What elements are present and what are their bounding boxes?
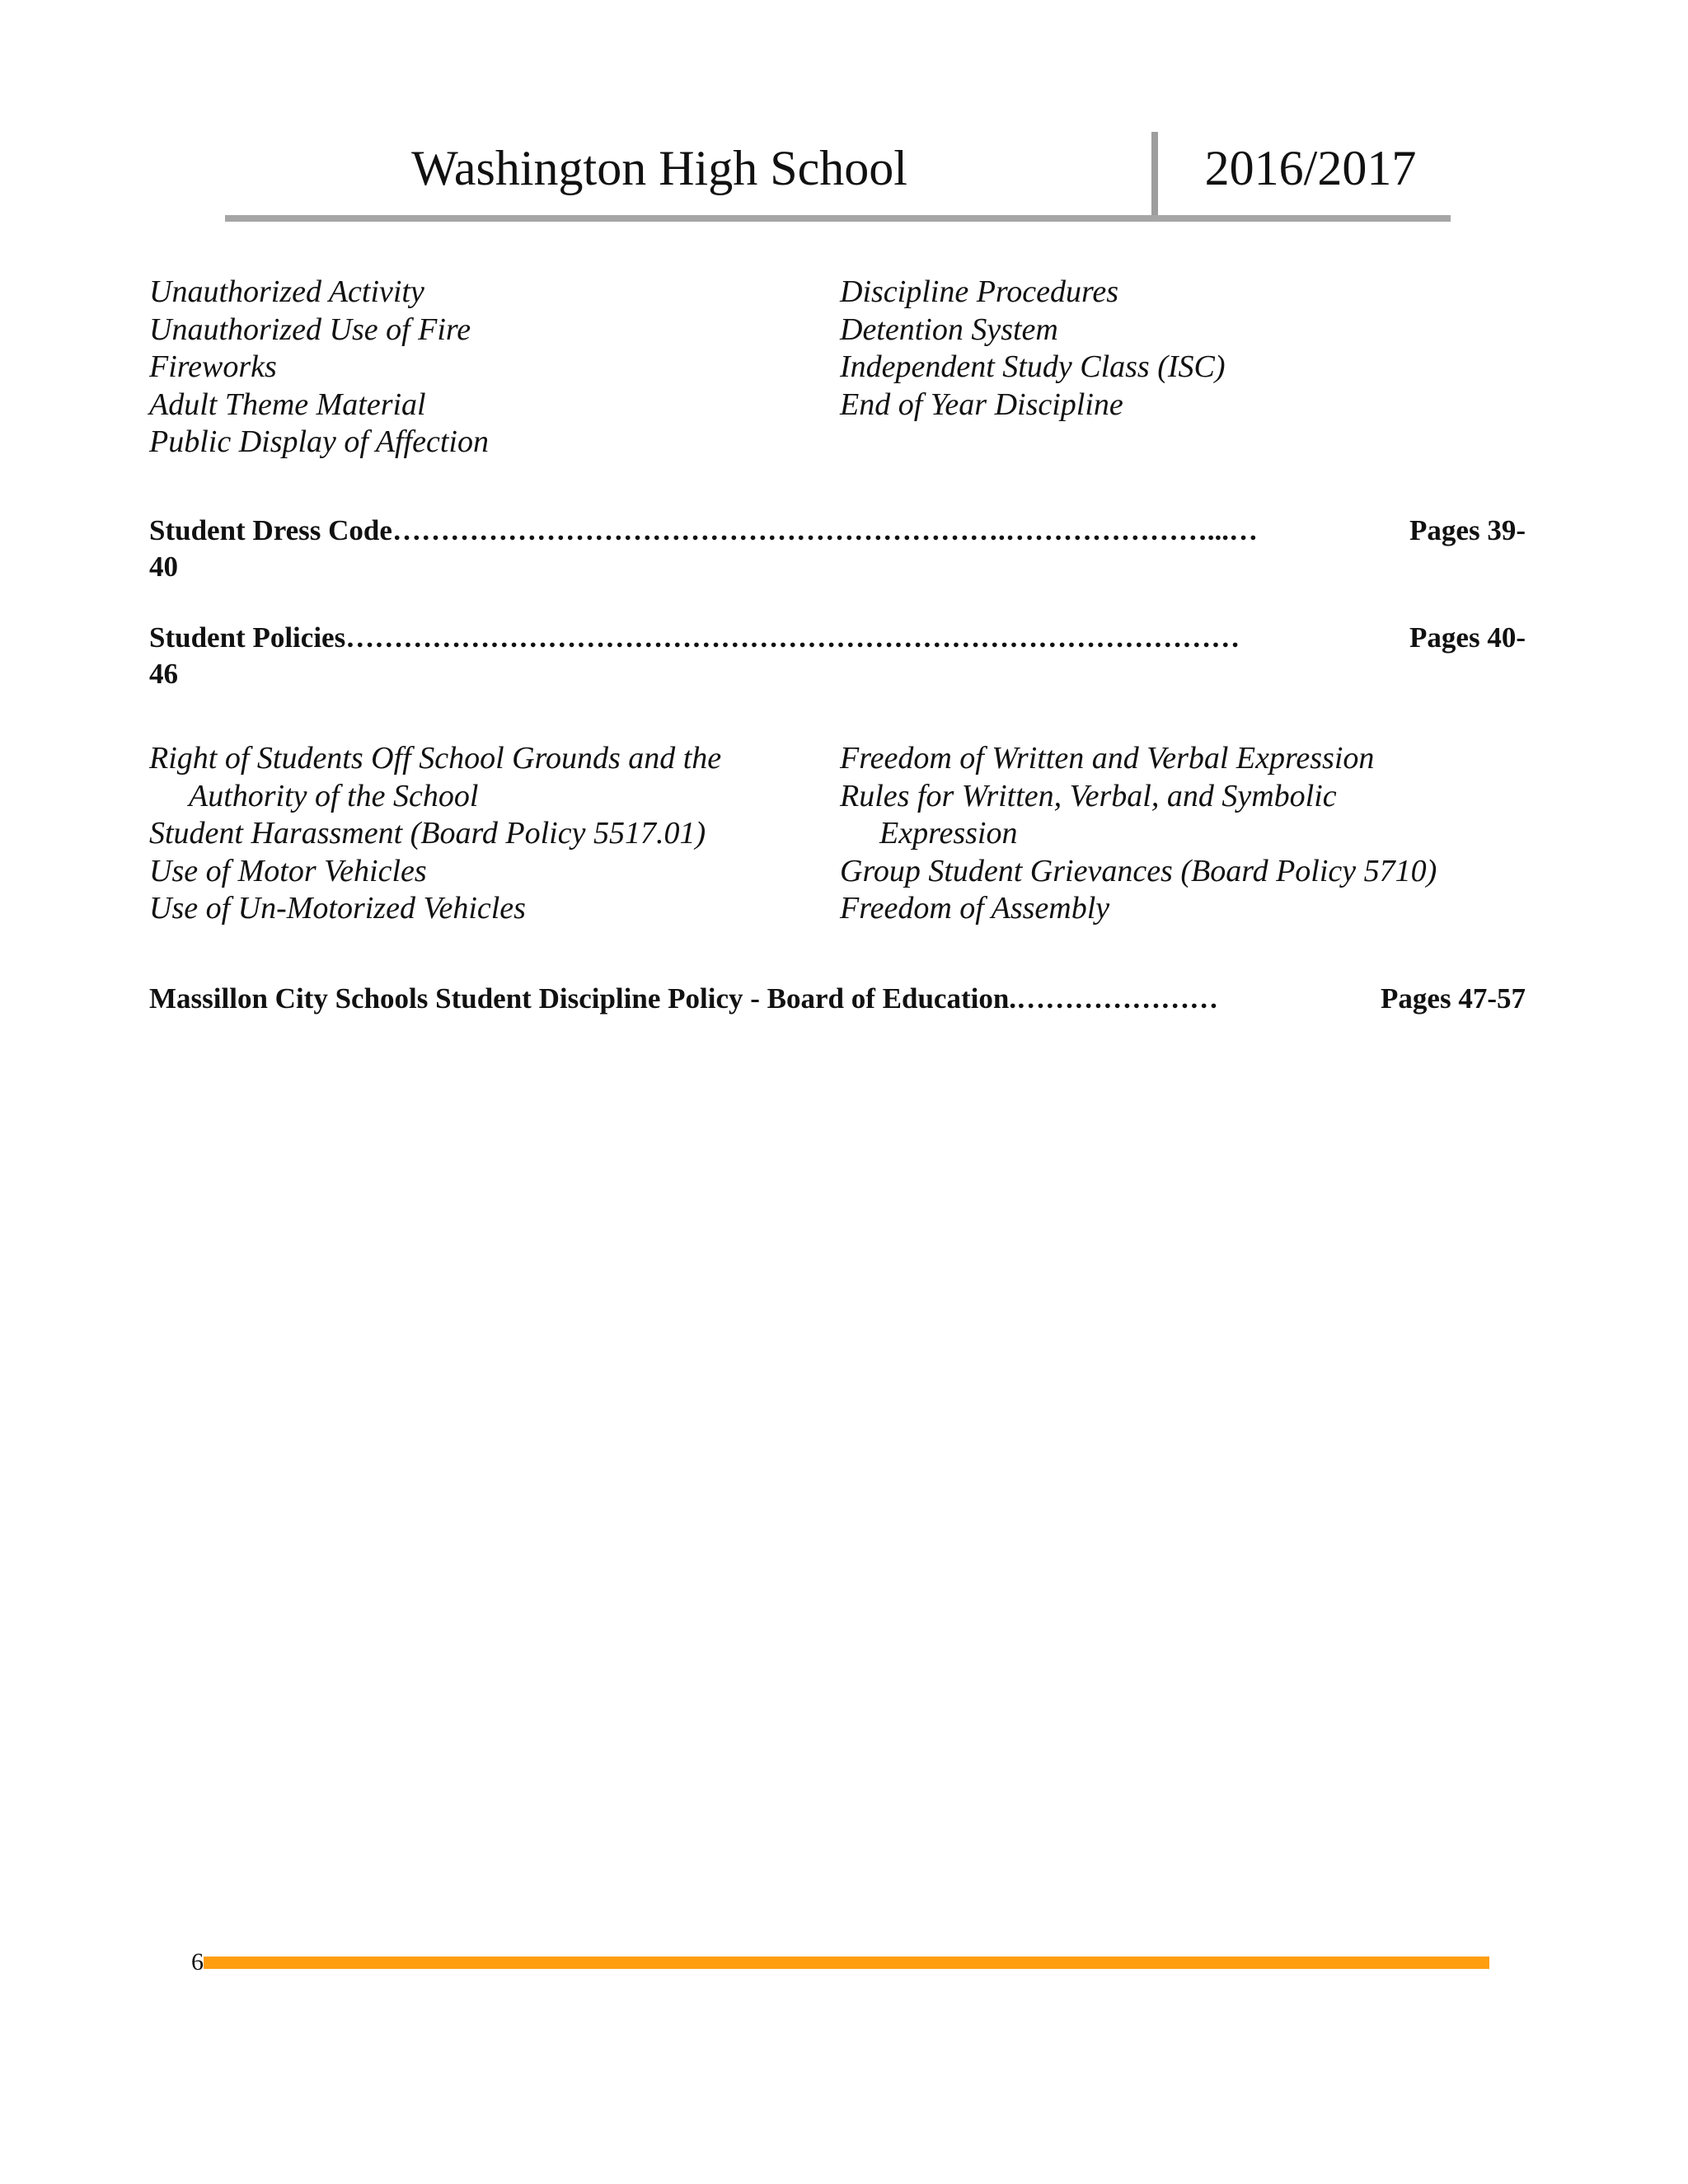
topic-item: Freedom of Assembly xyxy=(840,891,1110,926)
document-title: Washington High School xyxy=(411,141,907,195)
topic-list-right xyxy=(840,274,1226,424)
topic-item: Discipline Procedures xyxy=(840,274,1119,309)
topic-item: Unauthorized Use of Fire xyxy=(149,312,471,347)
topic-item: Fireworks xyxy=(149,349,277,384)
topic-item: Rules for Written, Verbal, and Symbolic xyxy=(840,778,1337,813)
topic-item: Use of Motor Vehicles xyxy=(149,853,427,888)
toc-pages-continued: 46 xyxy=(149,658,178,690)
topic-item: Right of Students Off School Grounds and the xyxy=(149,741,722,776)
toc-entry-dress-code[interactable] xyxy=(149,513,1526,585)
school-year: 2016/2017 xyxy=(1204,141,1417,195)
topic-item: Group Student Grievances (Board Policy 5710) xyxy=(840,853,1437,888)
topic-item: Independent Study Class (ISC) xyxy=(840,349,1226,384)
toc-pages-continued: 40 xyxy=(149,551,178,583)
topic-item-continued: Expression xyxy=(879,816,1018,851)
toc-label: Student Policies xyxy=(149,621,346,654)
toc-pages: Pages 40- xyxy=(1409,621,1526,654)
topic-item: Use of Un-Motorized Vehicles xyxy=(149,891,526,926)
policy-list-right xyxy=(840,740,1437,928)
toc-label: Massillon City Schools Student Discipline Policy - Board of Education. xyxy=(149,982,1017,1015)
topic-item: Detention System xyxy=(840,312,1058,347)
toc-entry-discipline-policy[interactable] xyxy=(149,981,1526,1017)
topic-item: Unauthorized Activity xyxy=(149,274,424,309)
topic-item: Freedom of Written and Verbal Expression xyxy=(840,741,1375,776)
toc-pages: Pages 39- xyxy=(1409,514,1526,546)
toc-label: Student Dress Code xyxy=(149,514,392,546)
toc-leader-dots: ………………… xyxy=(1016,982,1219,1015)
topic-item: Adult Theme Material xyxy=(149,387,426,422)
header-rule xyxy=(225,215,1451,222)
toc-leader-dots: ……………………………………………………….…………………...… xyxy=(392,514,1258,546)
topic-list-left xyxy=(149,274,489,462)
toc-entry-student-policies[interactable] xyxy=(149,620,1526,692)
footer-bar xyxy=(204,1957,1489,1969)
toc-leader-dots: ………………………………………………………………………………… xyxy=(345,621,1240,654)
topic-item: End of Year Discipline xyxy=(840,387,1123,422)
topic-item: Student Harassment (Board Policy 5517.01) xyxy=(149,816,706,851)
topic-item: Public Display of Affection xyxy=(149,424,489,459)
topic-item-continued: Authority of the School xyxy=(189,778,479,813)
policy-list-left xyxy=(149,740,721,928)
toc-pages: Pages 47-57 xyxy=(1381,982,1526,1015)
page-number: 6 xyxy=(191,1948,204,1975)
